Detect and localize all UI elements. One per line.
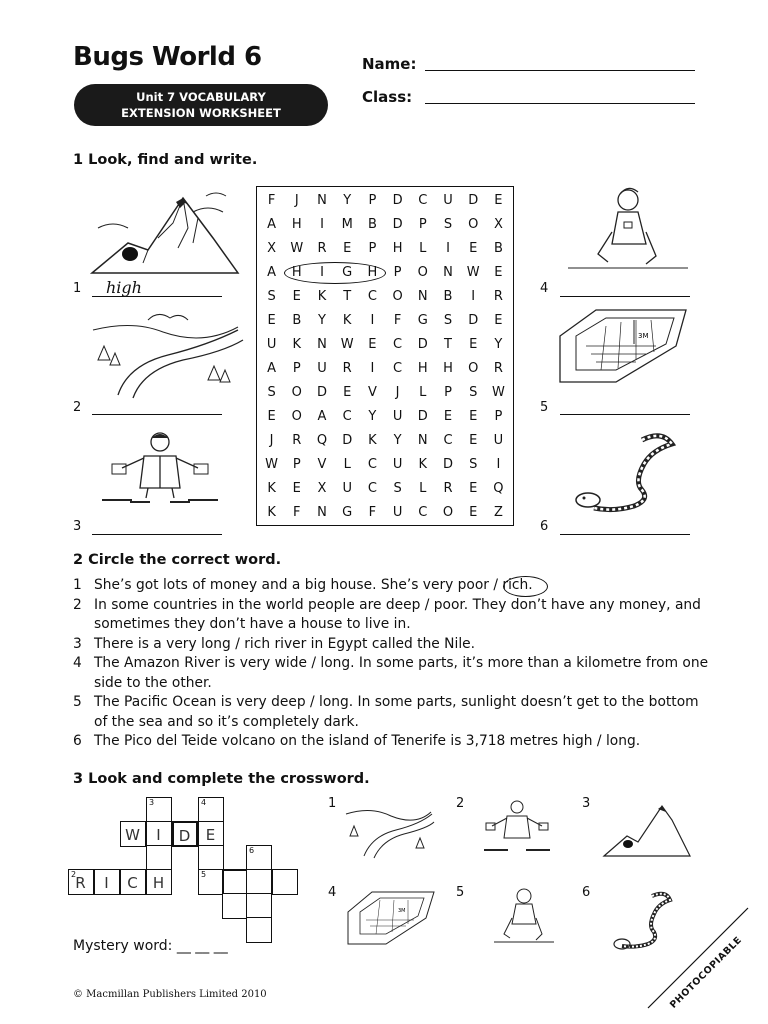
crossword-cell[interactable] (246, 893, 272, 919)
list-item: 6 The Pico del Teide volcano on the island of Tenerife is 3,718 metres high / long. (73, 733, 641, 749)
grid-letter: H (443, 361, 453, 376)
grid-letter: X (267, 241, 277, 256)
grid-letter: J (269, 433, 274, 448)
grid-letter: U (392, 409, 403, 424)
crossword-letter: R (75, 874, 87, 892)
unit-badge-line1: Unit 7 VOCABULARY (136, 90, 266, 104)
grid-letter: S (267, 289, 276, 304)
ex1-number-6: 6 (540, 519, 549, 534)
grid-letter: O (291, 385, 302, 400)
grid-letter: W (491, 385, 505, 400)
grid-letter: I (320, 217, 324, 232)
snake-illustration (572, 432, 682, 514)
crossword-letter: I (156, 826, 162, 844)
grid-letter: W (265, 457, 279, 472)
grid-letter: S (267, 385, 276, 400)
exercise1-title: 1 Look, find and write. (73, 152, 258, 168)
grid-letter: N (317, 337, 327, 352)
grid-letter: I (471, 289, 476, 304)
list-item: 3 There is a very long / rich river in Egypt called the Nile. (73, 635, 476, 652)
grid-letter: E (469, 241, 478, 256)
small-pool-illustration (346, 890, 436, 946)
list-item: 2 In some countries in the world people are deep / poor. They don’t have any money, and sometimes they don’t have a house to live in. (73, 596, 701, 632)
crossword-clue-number: 4 (201, 798, 207, 807)
ex1-answer-line-6[interactable] (560, 534, 690, 535)
class-field[interactable] (425, 103, 695, 104)
grid-letter: C (367, 457, 377, 472)
ex1-number-3: 3 (73, 519, 82, 534)
grid-letter: N (317, 193, 327, 208)
rich-man-illustration (100, 428, 220, 506)
crossword-cell[interactable] (146, 845, 172, 871)
crossword-cell[interactable] (246, 917, 272, 943)
grid-letter: G (417, 313, 428, 328)
grid-letter: O (442, 505, 454, 520)
grid-letter: E (494, 193, 503, 208)
grid-letter: D (417, 409, 428, 424)
ex1-number-4: 4 (540, 281, 549, 296)
crossword-cell[interactable] (94, 869, 120, 895)
grid-letter: K (368, 433, 377, 448)
crossword-clue-number: 6 (249, 846, 255, 855)
crossword-letter: W (125, 826, 141, 844)
grid-letter: G (342, 505, 353, 520)
grid-letter: P (368, 193, 377, 208)
ex3-picture-number-4: 4 (328, 885, 337, 900)
grid-letter: P (418, 217, 427, 232)
grid-letter: D (417, 337, 428, 352)
grid-letter: E (469, 433, 478, 448)
unit-badge-line2: EXTENSION WORKSHEET (121, 106, 281, 120)
grid-letter: L (419, 241, 427, 256)
grid-letter: Y (368, 409, 377, 424)
grid-letter: K (418, 457, 428, 472)
grid-letter: Y (393, 433, 402, 448)
grid-letter: C (393, 337, 403, 352)
crossword-cell[interactable] (246, 869, 272, 895)
grid-letter: A (267, 217, 277, 232)
grid-letter: H (417, 361, 428, 376)
grid-letter: I (370, 313, 375, 328)
grid-letter: E (292, 289, 301, 304)
name-field[interactable] (425, 70, 695, 71)
grid-letter: R (493, 361, 503, 376)
grid-letter: I (370, 361, 375, 376)
grid-letter: C (418, 193, 428, 208)
grid-letter: D (442, 457, 453, 472)
grid-letter: P (368, 241, 377, 256)
small-rich-man-illustration (482, 798, 552, 854)
grid-letter: E (443, 409, 453, 424)
ex1-answer-1: high (106, 278, 142, 297)
grid-letter: K (317, 289, 327, 304)
swimming-pool-illustration (556, 306, 691, 384)
crossword-cell[interactable] (146, 797, 172, 823)
grid-letter: W (340, 337, 354, 352)
grid-letter: E (469, 481, 478, 496)
grid-letter: E (469, 337, 478, 352)
class-label: Class: (362, 88, 413, 106)
grid-letter: O (291, 409, 302, 424)
grid-letter: N (417, 289, 428, 304)
grid-letter: P (444, 385, 452, 400)
list-item: 4 The Amazon River is very wide / long. In some parts, it’s more than a kilometre from one side to the other. (73, 655, 709, 691)
crossword-letter: I (104, 874, 110, 892)
grid-letter: R (443, 481, 453, 496)
ex1-answer-line-4[interactable] (560, 296, 690, 297)
grid-letter: S (443, 217, 453, 232)
ex3-picture-number-1: 1 (328, 796, 337, 811)
grid-letter: C (342, 409, 352, 424)
grid-letter: D (392, 217, 403, 232)
grid-letter: K (292, 337, 302, 352)
crossword-cell[interactable] (272, 869, 298, 895)
grid-letter: L (419, 385, 427, 400)
grid-letter: E (494, 265, 503, 280)
grid-letter: P (494, 409, 503, 424)
grid-letter: U (443, 193, 453, 208)
grid-letter: U (493, 433, 504, 448)
crossword-letter: C (127, 874, 139, 892)
word-search-grid (256, 186, 514, 526)
grid-letter: E (469, 505, 478, 520)
list-item: 5 The Pacific Ocean is very deep / long. In some parts, sunlight doesn’t get to the bottom of the sea and so it’s completely dark. (73, 694, 699, 730)
grid-letter: F (267, 193, 276, 208)
crossword-cell[interactable] (146, 869, 172, 895)
grid-letter: U (342, 481, 352, 496)
grid-letter: D (392, 193, 403, 208)
crossword-cell[interactable] (198, 797, 224, 823)
crossword-letter: E (205, 826, 217, 844)
grid-letter: A (267, 265, 277, 280)
grid-letter: Y (494, 337, 503, 352)
grid-letter: S (469, 385, 478, 400)
grid-letter: S (469, 457, 478, 472)
grid-letter: P (393, 265, 402, 280)
grid-letter: N (443, 265, 453, 280)
grid-letter: C (443, 433, 453, 448)
crossword-cell[interactable] (222, 869, 248, 895)
grid-letter: C (393, 361, 403, 376)
crossword-cell[interactable] (198, 845, 224, 871)
grid-letter: E (343, 241, 352, 256)
copyright-notice: © Macmillan Publishers Limited 2010 (73, 989, 267, 1000)
ex1-answer-line-1[interactable] (92, 296, 222, 297)
grid-letter: K (267, 505, 276, 520)
grid-letter: E (292, 481, 301, 496)
grid-letter: D (468, 193, 479, 208)
grid-letter: O (468, 361, 479, 376)
crossword-clue-number: 5 (201, 870, 207, 879)
name-label: Name: (362, 55, 417, 73)
crossword-cell[interactable] (198, 869, 224, 895)
grid-letter: L (419, 481, 427, 496)
grid-letter: E (267, 313, 276, 328)
grid-letter: H (291, 265, 302, 280)
grid-letter: P (292, 361, 301, 376)
grid-letter: U (266, 337, 277, 352)
grid-letter: R (292, 433, 302, 448)
crossword-letter: D (178, 827, 192, 845)
grid-letter: E (343, 385, 352, 400)
worksheet-title: Bugs World 6 (73, 42, 262, 72)
grid-letter: B (443, 289, 453, 304)
small-mountain-illustration (602, 800, 692, 860)
grid-letter: I (496, 457, 501, 472)
grid-letter: M (341, 217, 353, 232)
grid-letter: O (417, 265, 428, 280)
crossword-cell[interactable] (68, 869, 94, 895)
ex3-picture-number-2: 2 (456, 796, 465, 811)
exercise2-title: 2 Circle the correct word. (73, 552, 282, 568)
grid-letter: Y (343, 193, 352, 208)
grid-letter: X (317, 481, 327, 496)
grid-letter: T (444, 337, 452, 352)
grid-letter: U (392, 457, 403, 472)
grid-letter: W (290, 241, 304, 256)
grid-letter: N (417, 433, 428, 448)
crossword-cell[interactable] (146, 821, 172, 847)
svg-text:3M: 3M (638, 332, 649, 340)
mountain-illustration (88, 188, 238, 280)
grid-letter: V (317, 457, 327, 472)
grid-letter: Q (316, 433, 328, 448)
grid-letter: S (443, 313, 453, 328)
crossword-letter: H (152, 874, 166, 892)
grid-letter: U (392, 505, 403, 520)
grid-letter: E (267, 409, 276, 424)
unit-badge (74, 84, 328, 126)
poor-boy-illustration (568, 182, 688, 274)
ex1-answer-line-5[interactable] (560, 414, 690, 415)
crossword-clue-number: 2 (71, 870, 77, 879)
crossword-clue-number: 3 (149, 798, 155, 807)
grid-letter: H (291, 217, 302, 232)
grid-letter: D (316, 385, 327, 400)
grid-letter: H (367, 265, 378, 280)
small-poor-boy-illustration (494, 886, 554, 946)
crossword-cell[interactable] (120, 821, 146, 847)
grid-letter: P (292, 457, 301, 472)
grid-letter: A (317, 409, 327, 424)
river-illustration (88, 310, 243, 400)
grid-letter: A (267, 361, 277, 376)
ex3-picture-number-6: 6 (582, 885, 591, 900)
grid-letter: X (493, 217, 503, 232)
grid-letter: Y (318, 313, 326, 328)
crossword-cell[interactable] (246, 845, 272, 871)
grid-letter: F (293, 505, 301, 520)
ex3-picture-number-3: 3 (582, 796, 591, 811)
grid-letter: B (292, 313, 302, 328)
grid-letter: H (392, 241, 403, 256)
grid-letter: L (343, 457, 351, 472)
crossword-cell[interactable] (222, 893, 248, 919)
grid-letter: B (493, 241, 503, 256)
grid-letter: R (317, 241, 327, 256)
crossword-cell[interactable] (120, 869, 146, 895)
grid-letter: G (342, 265, 353, 280)
ex1-number-5: 5 (540, 400, 549, 415)
ex1-answer-line-2[interactable] (92, 414, 222, 415)
grid-letter: W (466, 265, 480, 280)
small-river-illustration (344, 800, 434, 858)
grid-letter: I (446, 241, 450, 256)
grid-letter: F (393, 313, 402, 328)
svg-text:3M: 3M (398, 908, 406, 914)
mystery-word-label: Mystery word: __ __ __ (73, 938, 228, 954)
grid-letter: I (320, 265, 324, 280)
grid-letter: O (392, 289, 403, 304)
grid-letter: J (294, 193, 299, 208)
ex1-answer-line-3[interactable] (92, 534, 222, 535)
ex1-number-2: 2 (73, 400, 82, 415)
photocopiable-corner-line (640, 906, 750, 1016)
grid-letter: U (317, 361, 327, 376)
photocopiable-label: PHOTOCOPIABLE (668, 934, 745, 1011)
grid-letter: R (493, 289, 503, 304)
grid-letter: E (368, 337, 377, 352)
crossword-cell[interactable] (198, 821, 224, 847)
exercise2-list (73, 576, 713, 752)
grid-letter: T (343, 289, 352, 304)
grid-letter: N (317, 505, 327, 520)
grid-letter: R (342, 361, 352, 376)
grid-letter: Z (493, 505, 503, 520)
grid-letter: C (418, 505, 428, 520)
grid-letter: S (393, 481, 402, 496)
grid-letter: C (367, 481, 377, 496)
grid-letter: D (342, 433, 353, 448)
crossword-cell[interactable] (172, 821, 198, 847)
ex3-picture-number-5: 5 (456, 885, 465, 900)
grid-letter: J (395, 385, 400, 400)
answer-circle-rich (503, 576, 548, 597)
grid-letter: K (342, 313, 352, 328)
grid-letter: O (468, 217, 479, 232)
grid-letter: E (494, 313, 503, 328)
ex1-number-1: 1 (73, 281, 82, 296)
found-word-circle (284, 262, 386, 284)
grid-letter: C (367, 289, 377, 304)
grid-letter: D (468, 313, 479, 328)
grid-letter: Q (493, 481, 504, 496)
exercise3-title: 3 Look and complete the crossword. (73, 771, 370, 787)
grid-letter: B (367, 217, 377, 232)
grid-letter: V (367, 385, 377, 400)
grid-letter: F (368, 505, 377, 520)
grid-letter: E (469, 409, 478, 424)
grid-letter: K (267, 481, 276, 496)
list-item: 1 She’s got lots of money and a big house. She’s very poor / rich. (73, 577, 533, 593)
